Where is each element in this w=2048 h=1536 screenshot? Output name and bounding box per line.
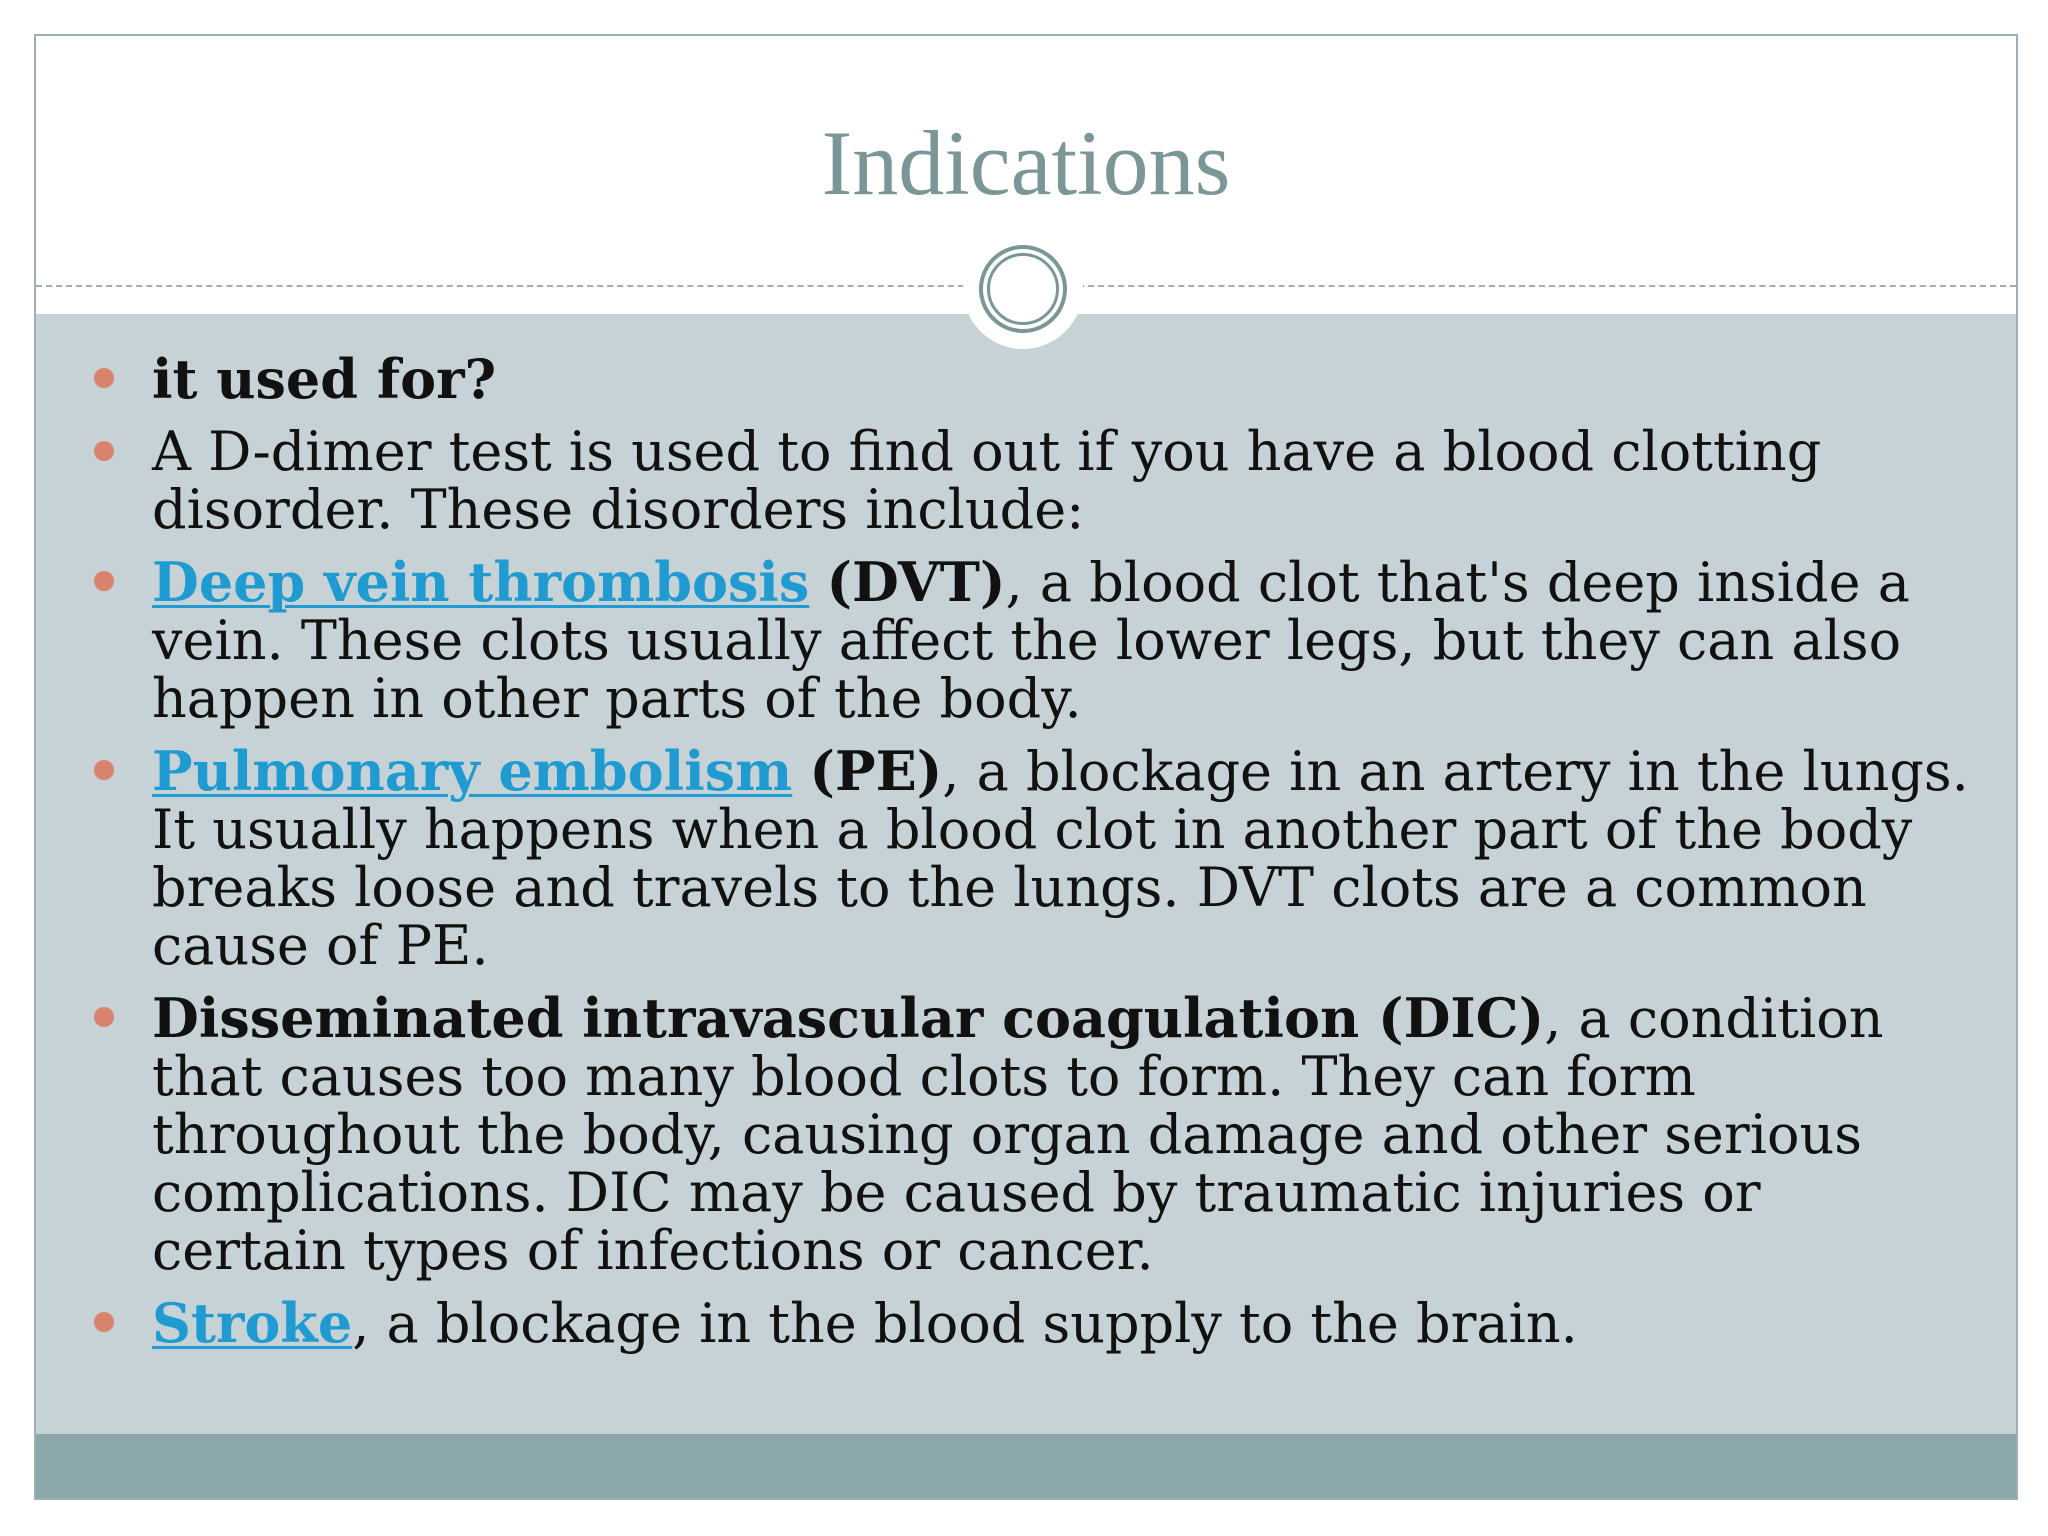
- footer-bar: [36, 1434, 2016, 1498]
- bullet-dot-icon: [94, 1312, 114, 1332]
- bullet-item-stroke: [36, 1291, 2018, 1355]
- dic-term: Disseminated intravascular coagulation (DIC): [152, 986, 1545, 1050]
- bullet-list: [36, 347, 2018, 1367]
- dvt-abbrev: (DVT): [826, 550, 1006, 614]
- pe-description: , a blockage in an artery in the lungs. It usually happens when a blood clot in another part of the body breaks loose and travels to the lungs. DVT clots are a common cause of PE.: [152, 740, 1969, 977]
- bullet-text: A D-dimer test is used to find out if you have a blood clotting disorder. These disorders include:: [152, 420, 1822, 541]
- bullet-dot-icon: [94, 441, 114, 461]
- dic-description: , a condition that causes too many blood clots to form. They can form throughout the body, causing organ damage and other serious complications. DIC may be caused by traumatic injuries or certain types of infections or cancer.: [152, 987, 1884, 1282]
- stroke-link[interactable]: Stroke: [152, 1291, 353, 1355]
- slide-title: Indications: [821, 112, 1231, 214]
- bullet-dot-icon: [94, 368, 114, 388]
- bullet-item-intro: [36, 420, 2018, 541]
- bullet-dot-icon: [94, 760, 114, 780]
- pe-abbrev: (PE): [809, 739, 943, 803]
- slide: [34, 34, 2018, 1500]
- pe-link[interactable]: Pulmonary embolism: [152, 739, 793, 803]
- bullet-item-question: [36, 347, 2018, 411]
- dvt-description: , a blood clot that's deep inside a vein. These clots usually affect the lower legs, but they can also happen in other parts of the body.: [152, 551, 1910, 730]
- bullet-bold-text: it used for?: [152, 347, 497, 411]
- bullet-dot-icon: [94, 571, 114, 591]
- ornament-inner-circle-icon: [987, 253, 1059, 325]
- bullet-item-dvt: [36, 550, 2018, 730]
- dvt-link[interactable]: Deep vein thrombosis: [152, 550, 810, 614]
- stroke-description: , a blockage in the blood supply to the brain.: [352, 1292, 1578, 1355]
- bullet-dot-icon: [94, 1007, 114, 1027]
- bullet-item-dic: [36, 986, 2018, 1282]
- bullet-item-pe: [36, 739, 2018, 977]
